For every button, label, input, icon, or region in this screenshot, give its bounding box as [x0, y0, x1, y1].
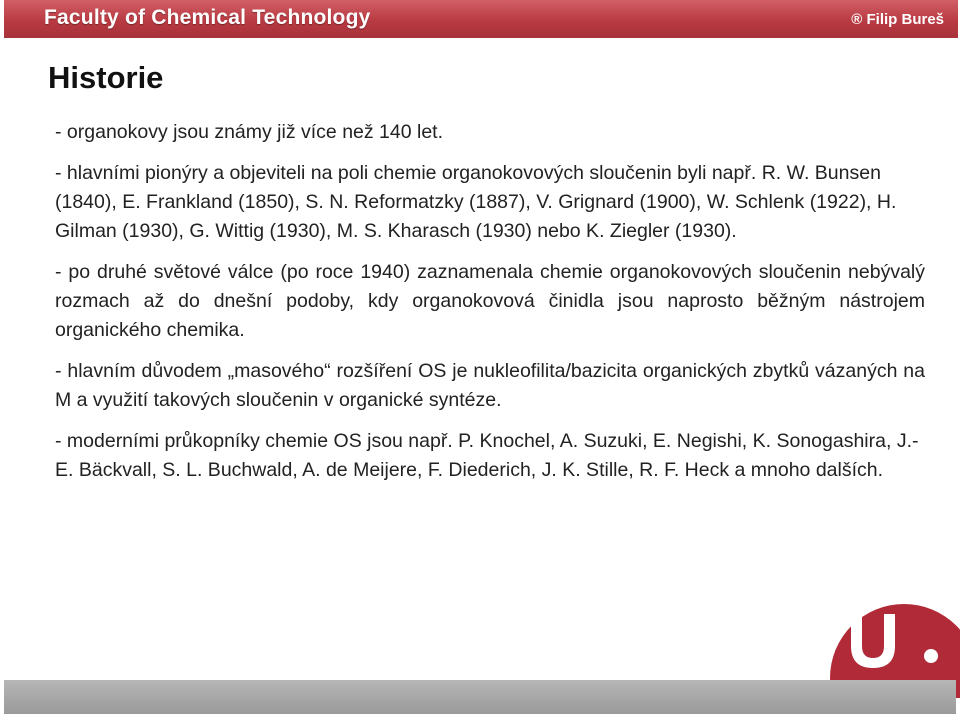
faculty-title: Faculty of Chemical Technology [44, 6, 371, 29]
paragraph-2: - hlavními pionýry a objeviteli na poli chemie organokovových sloučenin byli např. R. W. Bunsen (1840), E. Frankland (1850), S. N. Reformatzky (1887), V. Grignard (1900), W. Schlenk (1922), H. Gilman (1930), G. Wittig (1930), M. S. Kharasch (1930) nebo K. Ziegler (1930). [55, 162, 897, 242]
footer-bar [4, 680, 956, 714]
paragraph-4: - hlavním důvodem „masového“ rozšíření OS je nukleofilita/bazicita organických zbytků vázaných na M a využití takových sloučenin v organické syntéze. [55, 360, 925, 411]
paragraph-5: - moderními průkopníky chemie OS jsou např. P. Knochel, A. Suzuki, E. Negishi, K. Sonogashira, J.-E. Bäckvall, S. L. Buchwald, A. de Meijere, F. Diederich, J. K. Stille, R. F. Heck a mnoho dalších. [55, 430, 919, 481]
page-title: Historie [48, 60, 164, 95]
slide-content [55, 118, 925, 497]
paragraph-1: - organokovy jsou známy již více než 140 let. [55, 121, 444, 143]
paragraph-3: - po druhé světové válce (po roce 1940) zaznamenala chemie organokovových sloučenin nebývalý rozmach až do dnešní podoby, kdy organokovová činidla jsou naprosto běžným nástrojem organického chemika. [55, 261, 925, 341]
author-credit: ® Filip Bureš [851, 11, 944, 28]
slide-header [4, 0, 958, 38]
